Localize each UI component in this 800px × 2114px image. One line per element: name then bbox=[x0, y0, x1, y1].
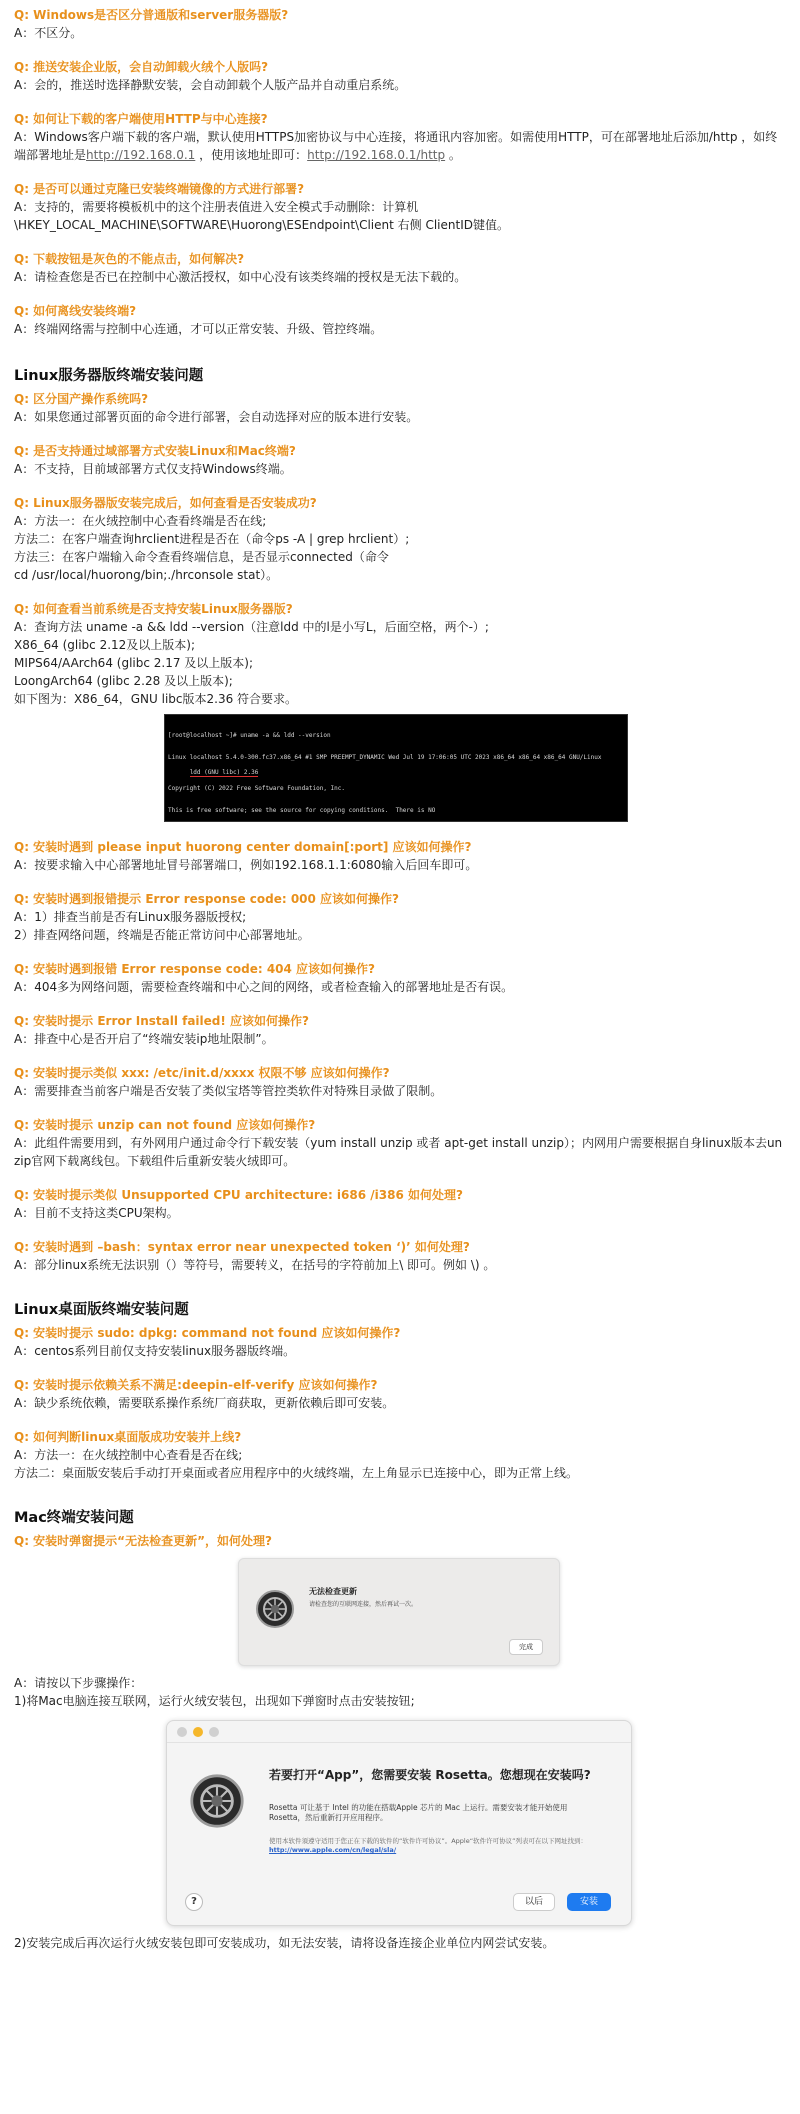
terminal-line: Linux localhost 5.4.0-300.fc37.x86_64 #1 SMP PREEMPT_DYNAMIC Wed Jul 19 17:06:05 UTC 2023 x86_64 x86_64 x86_64 GNU/Linux bbox=[168, 754, 602, 762]
question: Q: 推送安装企业版，会自动卸载火绒个人版吗? bbox=[14, 60, 269, 74]
faq-item bbox=[14, 1238, 786, 1274]
faq-item bbox=[14, 6, 786, 42]
question: Q: 安装时提示 sudo: dpkg: command not found 应该如何操作? bbox=[14, 1326, 401, 1340]
answer: A：不区分。 bbox=[14, 26, 83, 40]
maximize-window-icon[interactable] bbox=[209, 1727, 219, 1737]
answer: A：部分linux系统无法识别（）等符号，需要转义，在括号的字符前加上\ 即可。例如 \) 。 bbox=[14, 1258, 496, 1272]
question: Q: 是否支持通过域部署方式安装Linux和Mac终端? bbox=[14, 444, 296, 458]
answer: A：如果您通过部署页面的命令进行部署，会自动选择对应的版本进行安装。 bbox=[14, 410, 419, 424]
install-button[interactable]: 安装 bbox=[567, 1893, 611, 1911]
question: Q: 如何离线安装终端? bbox=[14, 304, 137, 318]
answer: A：查询方法 uname -a && ldd --version（注意ldd 中的l是小写L，后面空格，两个-）; X86_64 (glibc 2.12及以上版本); MIPS64/AArch64 (glibc 2.17 及以上版本); LoongArch64 (glibc 2.28 及以上版本); 如下图为：X86_64，GNU libc版本2.36 符合要求。 bbox=[14, 620, 489, 706]
answer: A：请检查您是否已在控制中心激活授权，如中心没有该类终端的授权是无法下载的。 bbox=[14, 270, 467, 284]
answer: A：会的，推送时选择静默安装，会自动卸载个人版产品并自动重启系统。 bbox=[14, 78, 407, 92]
faq-item bbox=[14, 1324, 786, 1360]
answer-text: 。 bbox=[445, 148, 461, 162]
answer: A：需要排查当前客户端是否安装了类似宝塔等管控类软件对特殊目录做了限制。 bbox=[14, 1084, 443, 1098]
answer: A：1）排查当前是否有Linux服务器版授权; 2）排查网络问题，终端是否能正常访问中心部署地址。 bbox=[14, 910, 310, 942]
dialog-message: Rosetta 可让基于 Intel 的功能在搭载Apple 芯片的 Mac 上运行。需要安装才能开始使用 Rosetta，然后重新打开应用程序。 bbox=[269, 1803, 568, 1822]
terminal-line: Copyright (C) 2022 Free Software Foundation, Inc. bbox=[168, 784, 346, 792]
answer: A：请按以下步骤操作： 1)将Mac电脑连接互联网，运行火绒安装包，出现如下弹窗时点击安装按钮; bbox=[14, 1676, 415, 1708]
faq-item bbox=[14, 960, 786, 996]
faq-document bbox=[14, 6, 786, 1952]
answer: A：终端网络需与控制中心连通，才可以正常安装、升级、管控终端。 bbox=[14, 322, 383, 336]
question: Q: 安装时提示类似 Unsupported CPU architecture: i686 /i386 如何处理? bbox=[14, 1188, 463, 1202]
dialog-message: 请检查您的互联网连接，然后再试一次。 bbox=[309, 1601, 418, 1608]
answer-text: A：Windows客户端下载的客户端，默认使用HTTPS加密协议与中心连接，将通讯内容加密。如需使用HTTP，可在部署地址后添加/http ，如终端部署地址是 bbox=[14, 130, 778, 162]
dialog-title: 若要打开“App”，您需要安装 Rosetta。您想现在安装吗? bbox=[269, 1768, 591, 1782]
faq-item bbox=[14, 110, 786, 164]
minimize-window-icon[interactable] bbox=[193, 1727, 203, 1737]
section-title-mac: Mac终端安装问题 bbox=[14, 1510, 134, 1526]
question: Q: 区分国产操作系统吗? bbox=[14, 392, 149, 406]
answer: A：按要求输入中心部署地址冒号部署端口，例如192.168.1.1:6080输入后回车即可。 bbox=[14, 858, 478, 872]
question: Q: Windows是否区分普通版和server服务器版? bbox=[14, 8, 289, 22]
section-title-linux-desktop: Linux桌面版终端安装问题 bbox=[14, 1302, 189, 1318]
faq-item bbox=[14, 1064, 786, 1100]
question: Q: 如何查看当前系统是否支持安装Linux服务器版? bbox=[14, 602, 293, 616]
done-button[interactable]: 完成 bbox=[509, 1639, 543, 1655]
app-icon bbox=[189, 1773, 245, 1834]
license-link[interactable]: http://www.apple.com/cn/legal/sla/ bbox=[269, 1846, 397, 1854]
cannot-check-update-dialog bbox=[238, 1558, 560, 1666]
answer: A：排查中心是否开启了“终端安装ip地址限制”。 bbox=[14, 1032, 274, 1046]
question: Q: 如何让下载的客户端使用HTTP与中心连接? bbox=[14, 112, 268, 126]
faq-item bbox=[14, 1428, 786, 1482]
question: Q: Linux服务器版安装完成后，如何查看是否安装成功? bbox=[14, 496, 317, 510]
rosetta-install-dialog bbox=[166, 1720, 632, 1926]
close-window-icon[interactable] bbox=[177, 1727, 187, 1737]
answer: A：缺少系统依赖，需要联系操作系统厂商获取，更新依赖后即可安装。 bbox=[14, 1396, 395, 1410]
app-icon bbox=[255, 1589, 295, 1634]
faq-item bbox=[14, 890, 786, 944]
window-titlebar bbox=[167, 1721, 631, 1743]
question: Q: 安装时遇到 please input huorong center domain[:port] 应该如何操作? bbox=[14, 840, 472, 854]
license-note bbox=[269, 1837, 609, 1855]
terminal-line: ldd (GNU libc) 2.36 bbox=[189, 768, 259, 776]
dialog-title: 无法检查更新 bbox=[309, 1587, 357, 1596]
question: Q: 安装时遇到报错提示 Error response code: 000 应该如何操作? bbox=[14, 892, 400, 906]
faq-item bbox=[14, 442, 786, 478]
question: Q: 是否可以通过克隆已安装终端镜像的方式进行部署? bbox=[14, 182, 305, 196]
question: Q: 下载按钮是灰色的不能点击，如何解决? bbox=[14, 252, 245, 266]
terminal-line: [root@localhost ~]# uname -a && ldd --version bbox=[168, 731, 331, 739]
answer: A：支持的，需要将模板机中的这个注册表值进入安全模式手动删除：计算机 \HKEY_LOCAL_MACHINE\SOFTWARE\Huorong\ESEndpoint\Client 右侧 ClientID键值。 bbox=[14, 200, 509, 232]
answer: A：不支持，目前域部署方式仅支持Windows终端。 bbox=[14, 462, 292, 476]
faq-item bbox=[14, 390, 786, 426]
question: Q: 如何判断linux桌面版成功安装并上线? bbox=[14, 1430, 242, 1444]
question: Q: 安装时提示 Error Install failed! 应该如何操作? bbox=[14, 1014, 310, 1028]
section-title-linux-server: Linux服务器版终端安装问题 bbox=[14, 368, 204, 384]
answer: A：404多为网络问题，需要检查终端和中心之间的网络，或者检查输入的部署地址是否有误。 bbox=[14, 980, 514, 994]
faq-item bbox=[14, 838, 786, 874]
license-note-text: 使用本软件須遵守适用于您正在下载的软件的“软件许可协议”。Apple“软件许可协议”列表可在以下网址找到： bbox=[269, 1837, 587, 1845]
help-button[interactable]: ? bbox=[185, 1893, 203, 1911]
question: Q: 安装时弹窗提示“无法检查更新”，如何处理? bbox=[14, 1534, 272, 1548]
faq-item bbox=[14, 1012, 786, 1048]
faq-item bbox=[14, 58, 786, 94]
answer: 2)安装完成后再次运行火绒安装包即可安装成功，如无法安装，请将设备连接企业单位内网尝试安装。 bbox=[14, 1936, 555, 1950]
faq-item bbox=[14, 494, 786, 584]
answer: A：目前不支持这类CPU架构。 bbox=[14, 1206, 179, 1220]
answer-text: ，使用该地址即可： bbox=[195, 148, 308, 162]
deploy-address-link[interactable]: http://192.168.0.1 bbox=[86, 148, 196, 162]
terminal-line: This is free software; see the source for copying conditions. There is NO bbox=[168, 806, 436, 814]
later-button[interactable]: 以后 bbox=[513, 1893, 555, 1911]
terminal-screenshot bbox=[164, 714, 628, 822]
http-address-link[interactable]: http://192.168.0.1/http bbox=[307, 148, 446, 162]
faq-item bbox=[14, 1186, 786, 1222]
answer: A：方法一：在火绒控制中心查看是否在线; 方法二：桌面版安装后手动打开桌面或者应用程序中的火绒终端，左上角显示已连接中心，即为正常上线。 bbox=[14, 1448, 579, 1480]
faq-item bbox=[14, 302, 786, 338]
answer: A：方法一：在火绒控制中心查看终端是否在线; 方法二：在客户端查询hrclient进程是否在（命令ps -A | grep hrclient）; 方法三：在客户端输入命令查看终端信息，是否显示connected（命令 cd /usr/local/huorong/bin;./hrconsole stat）。 bbox=[14, 514, 410, 582]
faq-item bbox=[14, 250, 786, 286]
question: Q: 安装时提示类似 xxx: /etc/init.d/xxxx 权限不够 应该如何操作? bbox=[14, 1066, 390, 1080]
answer: A：centos系列目前仅支持安装linux服务器版终端。 bbox=[14, 1344, 296, 1358]
faq-item bbox=[14, 1376, 786, 1412]
answer: A：此组件需要用到，有外网用户通过命令行下载安装（yum install unzip 或者 apt-get install unzip）；内网用户需要根据自身linux版本去unzip官网下载离线包。下载组件后重新安装火绒即可。 bbox=[14, 1136, 783, 1168]
answer bbox=[14, 128, 786, 164]
question: Q: 安装时提示依赖关系不满足:deepin-elf-verify 应该如何操作? bbox=[14, 1378, 378, 1392]
question: Q: 安装时提示 unzip can not found 应该如何操作? bbox=[14, 1118, 316, 1132]
question: Q: 安装时遇到报错 Error response code: 404 应该如何操作? bbox=[14, 962, 376, 976]
faq-item bbox=[14, 1116, 786, 1170]
faq-item bbox=[14, 600, 786, 822]
question: Q: 安装时遇到 –bash：syntax error near unexpected token ‘)’ 如何处理? bbox=[14, 1240, 470, 1254]
faq-item bbox=[14, 180, 786, 234]
faq-item bbox=[14, 1532, 786, 1952]
